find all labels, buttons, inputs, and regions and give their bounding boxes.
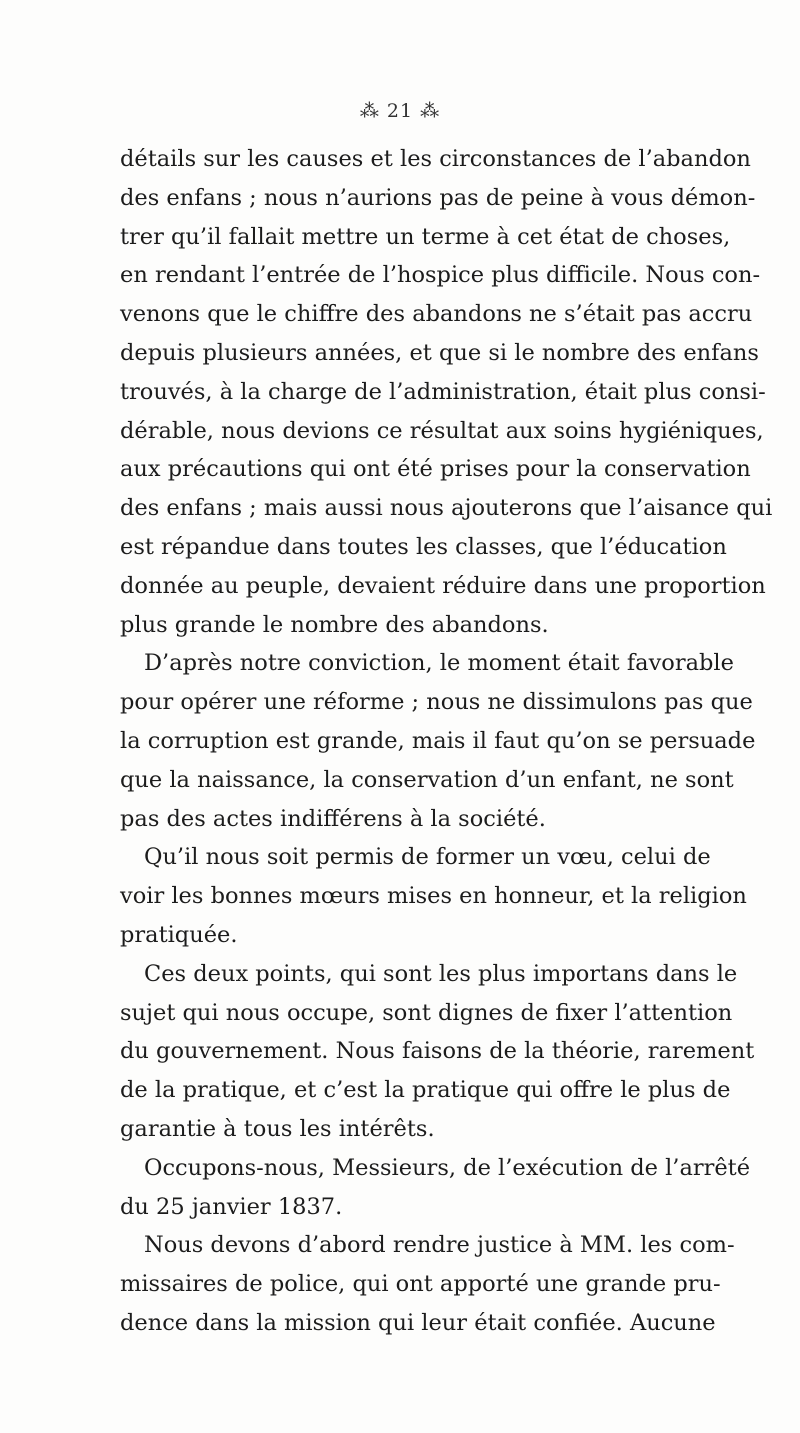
text-line: pas des actes indifférens à la société.: [120, 805, 546, 832]
text-line: pour opérer une réforme ; nous ne dissimulons pas que: [120, 689, 753, 716]
text-line: trer qu’il fallait mettre un terme à cet état de choses,: [120, 223, 731, 250]
text-line: depuis plusieurs années, et que si le nombre des enfans: [120, 339, 759, 366]
text-line: la corruption est grande, mais il faut qu’on se persuade: [120, 727, 756, 754]
text-line: garantie à tous les intérêts.: [120, 1115, 435, 1142]
text-line: Ces deux points, qui sont les plus importans dans le: [144, 960, 738, 987]
text-line: aux précautions qui ont été prises pour la conservation: [120, 456, 751, 483]
text-line: détails sur les causes et les circonstances de l’abandon: [120, 146, 751, 172]
text-line: du 25 janvier 1837.: [120, 1193, 343, 1220]
text-line: Occupons-nous, Messieurs, de l’exécution de l’arrêté: [144, 1154, 751, 1181]
text-line: voir les bonnes mœurs mises en honneur, et la religion: [120, 883, 747, 910]
body-text: [120, 140, 773, 1343]
text-line: D’après notre conviction, le moment était favorable: [144, 650, 734, 677]
text-line: venons que le chiffre des abandons ne s’était pas accru: [120, 301, 753, 328]
text-line: dence dans la mission qui leur était confiée. Aucune: [120, 1309, 716, 1336]
header-ornament-right: ⁂: [420, 100, 441, 122]
text-line: Qu’il nous soit permis de former un vœu, celui de: [144, 844, 711, 871]
text-line: plus grande le nombre des abandons.: [120, 611, 549, 638]
text-line: des enfans ; mais aussi nous ajouterons que l’aisance qui: [120, 495, 773, 522]
text-line: sujet qui nous occupe, sont dignes de fixer l’attention: [120, 999, 733, 1026]
page-number: 21: [386, 100, 414, 122]
text-line: en rendant l’entrée de l’hospice plus difficile. Nous con-: [120, 262, 761, 289]
text-line: que la naissance, la conservation d’un enfant, ne sont: [120, 766, 734, 793]
text-line: trouvés, à la charge de l’administration, était plus consi-: [120, 378, 766, 405]
text-line: dérable, nous devions ce résultat aux soins hygiéniques,: [120, 417, 764, 444]
header-ornament-left: ⁂: [359, 100, 380, 122]
text-line: donnée au peuple, devaient réduire dans une proportion: [120, 572, 766, 599]
text-line: de la pratique, et c’est la pratique qui offre le plus de: [120, 1077, 731, 1104]
text-line: Nous devons d’abord rendre justice à MM. les com-: [144, 1232, 735, 1259]
text-line: du gouvernement. Nous faisons de la théorie, rarement: [120, 1038, 755, 1065]
page-header: [0, 100, 800, 122]
text-line: des enfans ; nous n’aurions pas de peine à vous démon-: [120, 184, 756, 211]
text-line: est répandue dans toutes les classes, que l’éducation: [120, 533, 727, 560]
text-line: missaires de police, qui ont apporté une grande pru-: [120, 1271, 721, 1298]
text-line: pratiquée.: [120, 921, 238, 948]
